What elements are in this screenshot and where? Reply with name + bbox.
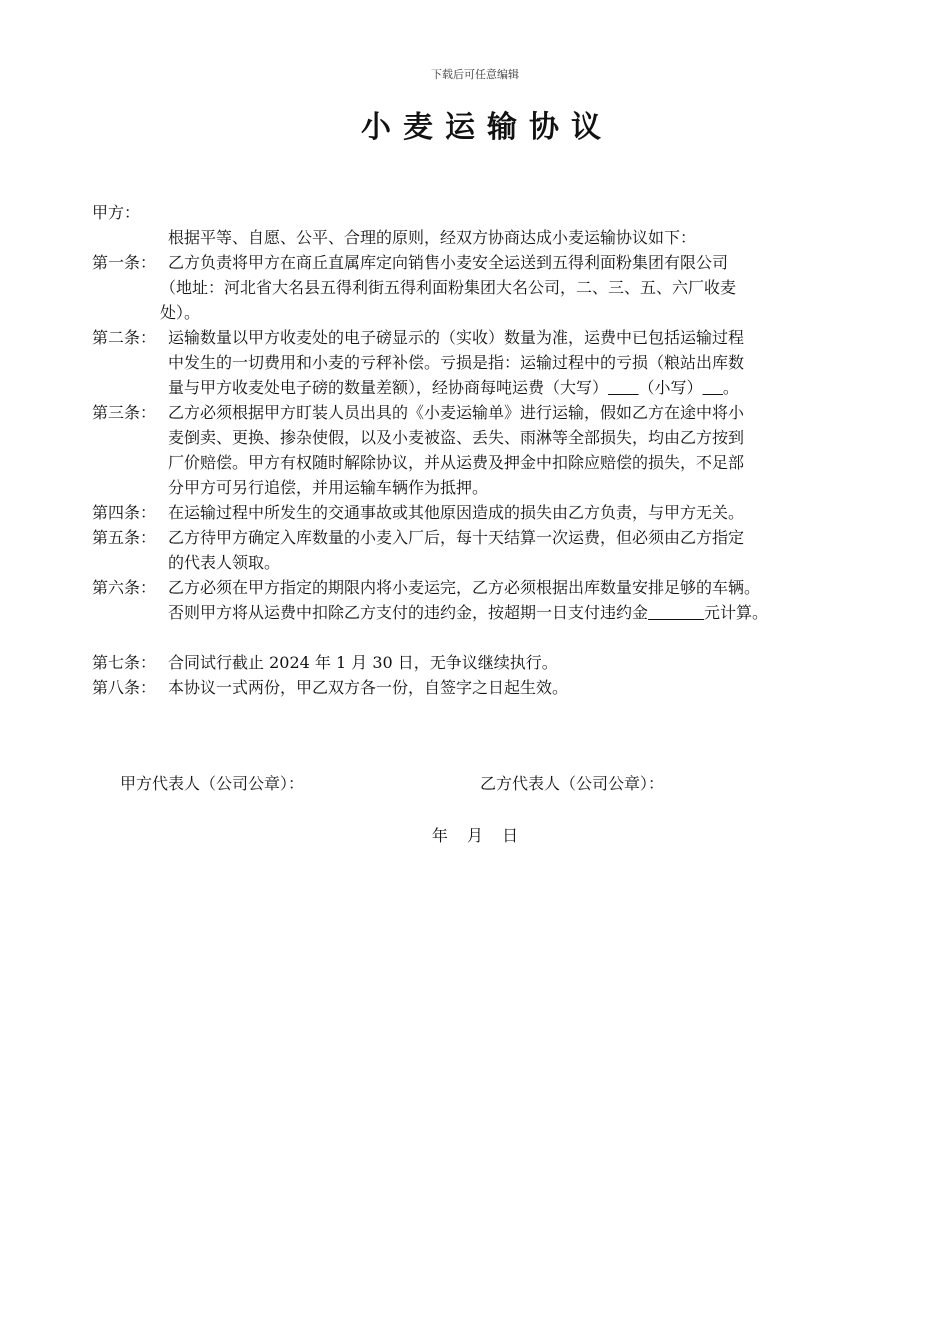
clause-line: 中发生的一切费用和小麦的亏秤补偿。亏损是指：运输过程中的亏损（粮站出库数: [168, 353, 745, 372]
clause-1: [92, 250, 872, 325]
clause-text: 。: [722, 378, 739, 397]
clause-4: [92, 500, 872, 525]
party-a-label: 甲方：: [92, 203, 141, 222]
date-line: 年 月 日: [431, 826, 519, 845]
clause-2: [92, 325, 872, 400]
party-b-signature: 乙方代表人（公司公章）：: [480, 774, 665, 793]
clause-text: 量与甲方收麦处电子磅的数量差额），经协商每吨运费（大写）: [168, 378, 609, 397]
clause-8: [92, 675, 872, 700]
clause-7: [92, 650, 872, 675]
clause-label: 第一条：: [92, 253, 157, 272]
clause-line: 乙方必须在甲方指定的期限内将小麦运完，乙方必须根据出库数量安排足够的车辆。: [168, 578, 761, 597]
clause-line: 本协议一式两份，甲乙双方各一份，自签字之日起生效。: [168, 678, 569, 697]
fare-lowercase-blank: ​: [702, 378, 723, 397]
clause-line: 处）。: [160, 303, 201, 322]
clause-label: 第八条：: [92, 678, 157, 697]
clause-line: 合同试行截止 2024 年 1 月 30 日，无争议继续执行。: [168, 653, 558, 672]
clause-line: [168, 600, 868, 625]
clause-label: 第二条：: [92, 328, 157, 347]
document-body: [92, 200, 872, 700]
clause-line: 麦倒卖、更换、掺杂使假，以及小麦被盗、丢失、雨淋等全部损失，均由乙方按到: [168, 428, 745, 447]
clause-5: [92, 525, 872, 575]
clause-line: 乙方待甲方确定入库数量的小麦入厂后，每十天结算一次运费，但必须由乙方指定: [168, 528, 745, 547]
fare-uppercase-blank: ​: [608, 378, 639, 397]
clause-label: 第七条：: [92, 653, 157, 672]
clause-line: 运输数量以甲方收麦处的电子磅显示的（实收）数量为准，运费中已包括运输过程: [168, 328, 745, 347]
clause-label: 第六条：: [92, 578, 157, 597]
penalty-amount-blank: ​: [648, 603, 704, 622]
clause-line: 厂价赔偿。甲方有权随时解除协议，并从运费及押金中扣除应赔偿的损失，不足部: [168, 453, 745, 472]
clause-6: [92, 575, 872, 625]
clause-line: 在运输过程中所发生的交通事故或其他原因造成的损失由乙方负责，与甲方无关。: [168, 503, 745, 522]
clause-3: [92, 400, 872, 500]
clause-line: [168, 375, 868, 400]
clause-line: 的代表人领取。: [168, 553, 281, 572]
clause-line: 分甲方可另行追偿，并用运输车辆作为抵押。: [168, 478, 489, 497]
signature-row: [120, 771, 820, 794]
clause-label: 第四条：: [92, 503, 157, 522]
clause-label: 第三条：: [92, 403, 157, 422]
header-note: 下载后可任意编辑: [431, 68, 519, 81]
party-a-signature: 甲方代表人（公司公章）：: [120, 774, 305, 793]
clause-text: 元计算。: [703, 603, 768, 622]
clause-line: （地址：河北省大名县五得利街五得利面粉集团大名公司，二、三、五、六厂收麦: [160, 278, 737, 297]
document-title: 小麦运输协议: [361, 110, 613, 145]
clause-line: 乙方必须根据甲方盯装人员出具的《小麦运输单》进行运输，假如乙方在途中将小: [168, 403, 745, 422]
clause-text: 否则甲方将从运费中扣除乙方支付的违约金，按超期一日支付违约金: [168, 603, 649, 622]
clause-label: 第五条：: [92, 528, 157, 547]
clause-line: 乙方负责将甲方在商丘直属库定向销售小麦安全运送到五得利面粉集团有限公司: [168, 253, 729, 272]
preamble: 根据平等、自愿、公平、合理的原则，经双方协商达成小麦运输协议如下：: [168, 228, 697, 247]
clause-text: （小写）: [638, 378, 703, 397]
